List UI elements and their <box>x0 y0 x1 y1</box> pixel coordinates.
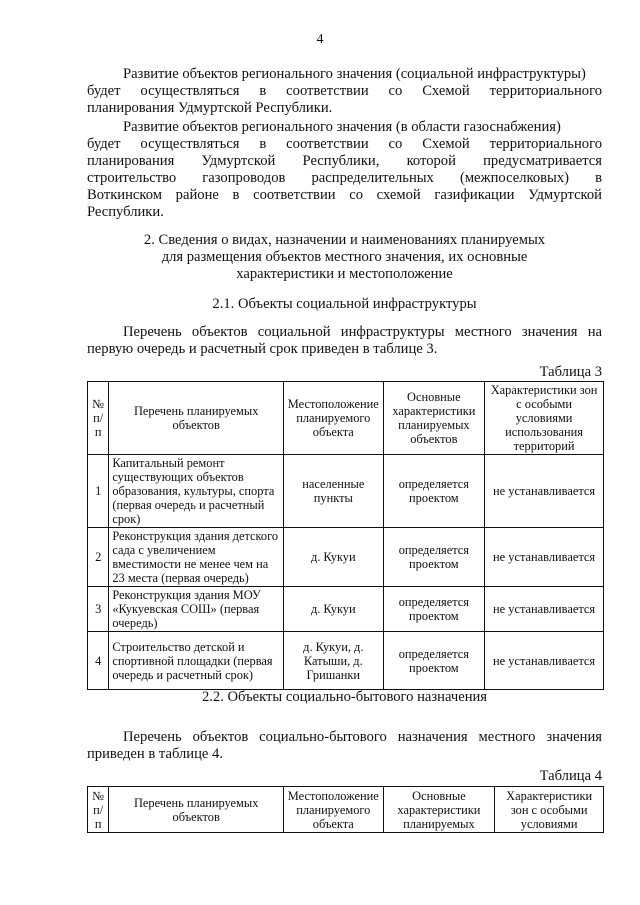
row-characteristics: определяется проектом <box>383 528 485 587</box>
table-row <box>88 632 604 690</box>
row-object: Реконструкция здания МОУ «Кукуевская СОШ» (первая очередь) <box>109 587 284 632</box>
table-row <box>88 528 604 587</box>
table-header-row <box>88 787 604 833</box>
row-location: д. Кукуи <box>284 528 384 587</box>
text-line: строительство газопроводов распределительных (межпоселковых) в <box>87 170 602 186</box>
row-zones: не устанавливается <box>485 587 604 632</box>
row-object: Строительство детской и спортивной площадки (первая очередь и расчетный срок) <box>109 632 284 690</box>
row-characteristics: определяется проектом <box>383 632 485 690</box>
text-line: Перечень объектов социальной инфраструктуры местного значения на <box>123 324 602 340</box>
table-header-row <box>88 382 604 455</box>
row-num: 4 <box>88 632 109 690</box>
row-location: д. Кукуи <box>284 587 384 632</box>
text-line: будет осуществляться в соответствии со Схемой территориального <box>87 136 602 152</box>
table-4 <box>87 786 604 833</box>
header-location: Местоположение планируемого объекта <box>284 787 384 833</box>
section-2-1-heading: 2.1. Объекты социальной инфраструктуры <box>212 296 477 312</box>
text-line: планирования Удмуртской Республики, которой предусматривается <box>87 153 602 169</box>
text-line: будет осуществляться в соответствии со Схемой территориального <box>87 83 602 99</box>
header-characteristics: Основные характеристики планируемых объектов <box>383 382 485 455</box>
row-characteristics: определяется проектом <box>383 587 485 632</box>
intro-paragraph-2 <box>87 119 602 221</box>
table-3 <box>87 381 604 690</box>
text-line: приведен в таблице 4. <box>87 746 223 762</box>
text-line: первую очередь и расчетный срок приведен в таблице 3. <box>87 341 438 357</box>
row-zones: не устанавливается <box>485 528 604 587</box>
header-zones: Характеристики зон с особыми условиями <box>495 787 604 833</box>
header-num: № п/п <box>88 787 109 833</box>
row-characteristics: определяется проектом <box>383 455 485 528</box>
row-zones: не устанавливается <box>485 632 604 690</box>
row-object: Реконструкция здания детского сада с увеличением вместимости не менее чем на 23 места (первая очередь) <box>109 528 284 587</box>
text-line: Перечень объектов социально-бытового назначения местного значения <box>123 729 602 745</box>
header-zones: Характеристики зон с особыми условиями использования территорий <box>485 382 604 455</box>
text-line: Республики. <box>87 204 164 220</box>
section-2-1-text <box>87 324 602 358</box>
table-row <box>88 587 604 632</box>
header-objects: Перечень планируемых объектов <box>109 787 284 833</box>
text-line: планирования Удмуртской Республики. <box>87 100 333 116</box>
header-location: Местоположение планируемого объекта <box>284 382 384 455</box>
row-zones: не устанавливается <box>485 455 604 528</box>
text-line: Развитие объектов регионального значения (в области газоснабжения) <box>123 119 561 135</box>
row-location: населенные пункты <box>284 455 384 528</box>
heading-line: для размещения объектов местного значения, их основные <box>161 249 528 265</box>
header-characteristics: Основные характеристики планируемых <box>383 787 495 833</box>
table-4-label: Таблица 4 <box>539 768 602 784</box>
table-3-label: Таблица 3 <box>539 364 602 380</box>
section-2-2-heading: 2.2. Объекты социально-бытового назначения <box>201 689 488 705</box>
row-num: 3 <box>88 587 109 632</box>
heading-line: характеристики и местоположение <box>236 266 453 282</box>
text-line: Воткинском районе в соответствии со схемой газификации Удмуртской <box>87 187 602 203</box>
page-number: 4 <box>316 32 324 47</box>
section-2-heading <box>87 232 602 283</box>
text-line: Развитие объектов регионального значения (социальной инфраструктуры) <box>123 66 586 82</box>
intro-paragraph-1 <box>87 66 602 117</box>
table-row <box>88 455 604 528</box>
section-2-2-text <box>87 729 602 763</box>
row-object: Капитальный ремонт существующих объектов образования, культуры, спорта (первая очередь и расчетный срок) <box>109 455 284 528</box>
heading-line: 2. Сведения о видах, назначении и наименованиях планируемых <box>143 232 546 248</box>
row-num: 2 <box>88 528 109 587</box>
row-num: 1 <box>88 455 109 528</box>
header-objects: Перечень планируемых объектов <box>109 382 284 455</box>
header-num: № п/п <box>88 382 109 455</box>
row-location: д. Кукуи, д. Катыши, д. Гришанки <box>284 632 384 690</box>
